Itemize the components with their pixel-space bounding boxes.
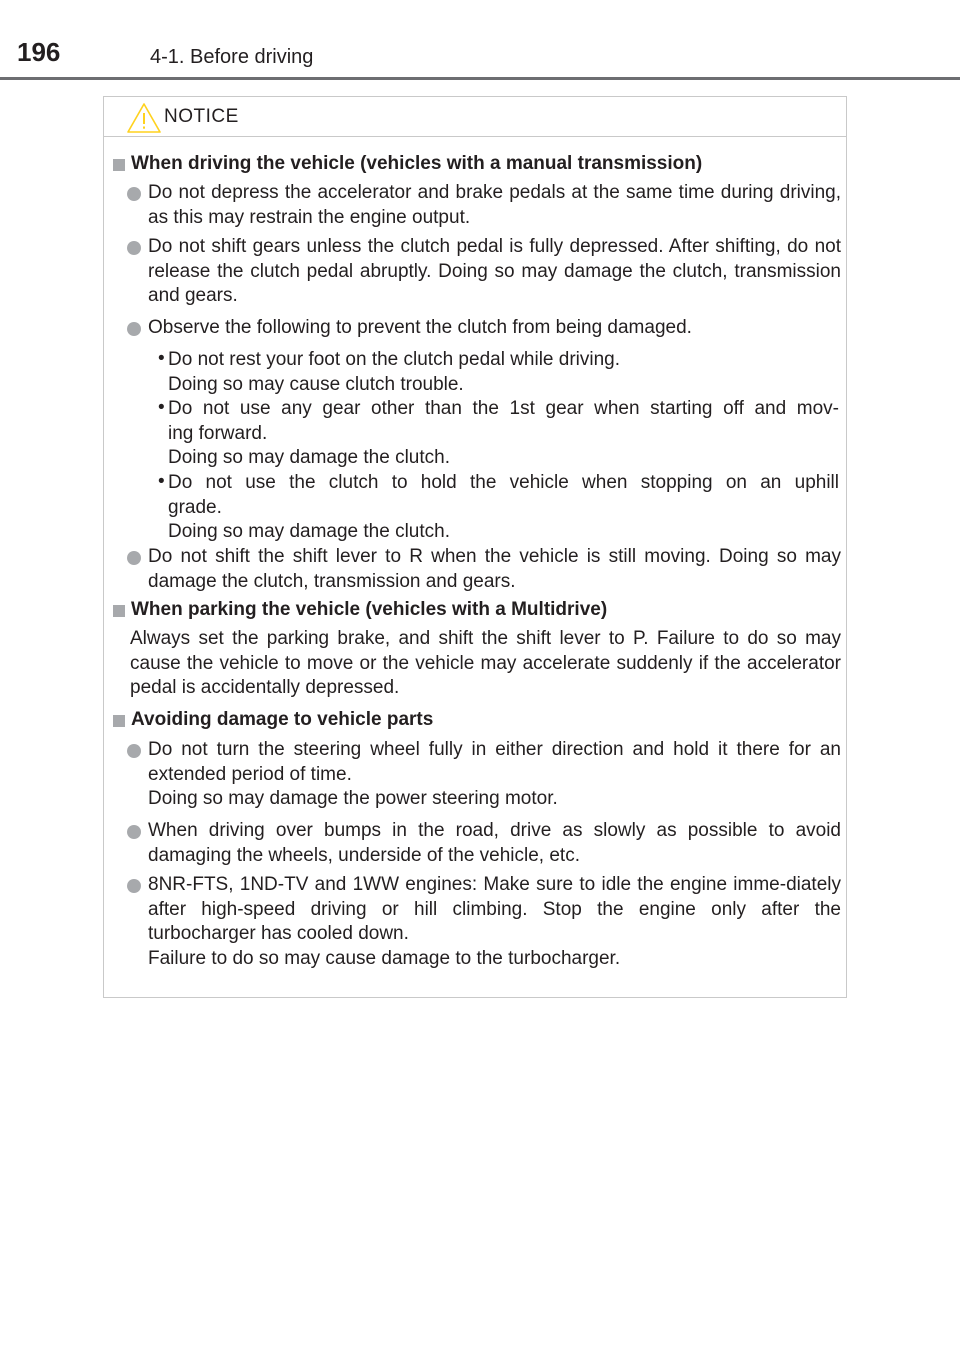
bullet-dot — [127, 241, 141, 255]
section-heading: When parking the vehicle (vehicles with a Multidrive) — [131, 599, 608, 620]
notice-title: NOTICE — [164, 106, 239, 127]
bullet-dot — [127, 187, 141, 201]
sub-item: Do not use the clutch to hold the vehicle when stopping on an uphill grade. Doing so may damage the clutch. — [168, 472, 839, 542]
header-rule — [0, 77, 960, 80]
page-header — [0, 0, 960, 80]
sub-bullet: • — [158, 397, 165, 418]
notice-item: 8NR-FTS, 1ND-TV and 1WW engines: Make sure to idle the engine imme-diately after high-speed driving or hill climbing. Stop the engine only after the turbocharger has cooled down. Failure to do so may cause damage to the turbocharger. — [148, 874, 841, 969]
bullet-dot — [127, 551, 141, 565]
section-title: 4-1. Before driving — [150, 46, 314, 68]
sub-bullet: • — [158, 471, 165, 492]
notice-header — [104, 97, 846, 137]
section-marker-square — [113, 605, 125, 617]
notice-item: Do not turn the steering wheel fully in either direction and hold it there for an extended period of time. Doing so may damage the power steering motor. — [148, 739, 841, 809]
notice-item: When driving over bumps in the road, drive as slowly as possible to avoid damaging the wheels, underside of the vehicle, etc. — [148, 820, 841, 866]
section-marker-square — [113, 159, 125, 171]
bullet-dot — [127, 322, 141, 336]
notice-item: Do not depress the accelerator and brake pedals at the same time during driving, as this may restrain the engine output. — [148, 182, 841, 228]
notice-paragraph: Always set the parking brake, and shift the shift lever to P. Failure to do so may cause the vehicle to move or the vehicle may accelerate suddenly if the accelerator pedal is accidentally depressed. — [130, 628, 841, 698]
notice-item: Do not shift the shift lever to R when the vehicle is still moving. Doing so may damage the clutch, transmission and gears. — [148, 546, 841, 592]
notice-item: Observe the following to prevent the clutch from being damaged. — [148, 317, 692, 338]
sub-item: Do not use any gear other than the 1st gear when starting off and mov- ing forward. Doing so may damage the clutch. — [168, 398, 839, 468]
section-heading: When driving the vehicle (vehicles with a manual transmission) — [131, 153, 703, 174]
sub-item: Do not rest your foot on the clutch pedal while driving. Doing so may cause clutch trouble. — [168, 349, 621, 395]
bullet-dot — [127, 825, 141, 839]
section-marker-square — [113, 715, 125, 727]
warning-triangle-icon — [126, 102, 162, 134]
page-number: 196 — [17, 37, 61, 67]
notice-box — [103, 96, 847, 998]
bullet-dot — [127, 744, 141, 758]
sub-bullet: • — [158, 348, 165, 369]
bullet-dot — [127, 879, 141, 893]
section-heading: Avoiding damage to vehicle parts — [131, 709, 434, 730]
notice-item: Do not shift gears unless the clutch pedal is fully depressed. After shifting, do not release the clutch pedal abruptly. Doing so may damage the clutch, transmission and gears. — [148, 236, 841, 306]
